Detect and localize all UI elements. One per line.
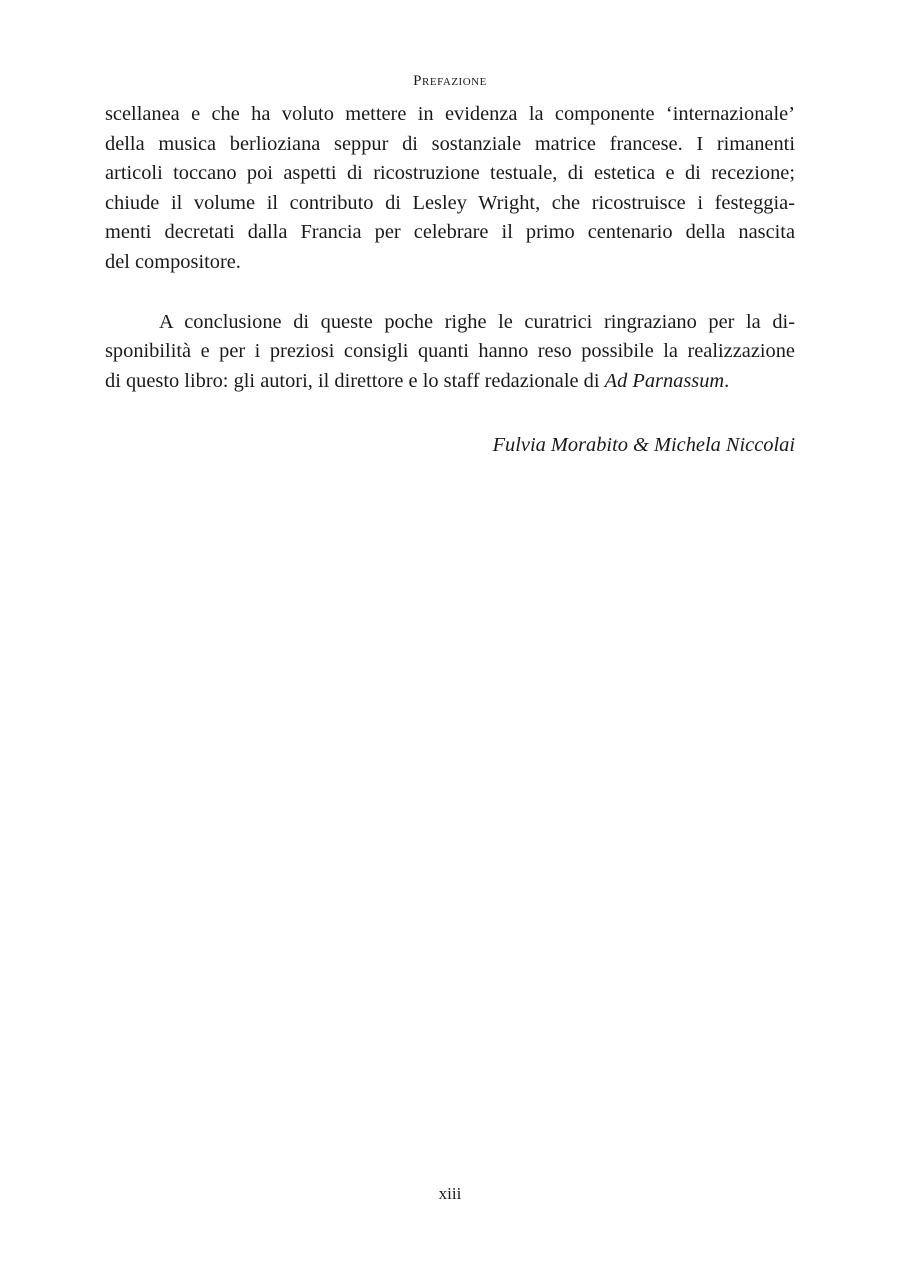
text-line: articoli toccano poi aspetti di ricostruzione testuale, di estetica e di recezione; — [105, 162, 795, 185]
text-line — [105, 367, 795, 397]
paragraph-acknowledgements — [105, 308, 795, 397]
paragraph-continued — [105, 100, 795, 278]
text-run: . — [724, 369, 730, 392]
text-line: chiude il volume il contributo di Lesley Wright, che ricostruisce i festeggia- — [105, 191, 795, 214]
text-line: A conclusione di queste poche righe le curatrici ringraziano per la di- — [159, 310, 795, 333]
editors-signature: Fulvia Morabito & Michela Niccolai — [492, 434, 795, 456]
body-text — [105, 100, 795, 396]
text-line: sponibilità e per i preziosi consigli quanti hanno reso possibile la realizzazione — [105, 340, 795, 363]
text-line: della musica berlioziana seppur di sostanziale matrice francese. I rimanenti — [105, 132, 795, 155]
text-line: scellanea e che ha voluto mettere in evidenza la componente ‘internazionale’ — [105, 103, 795, 125]
text-line: del compositore. — [105, 250, 241, 273]
text-line: menti decretati dalla Francia per celebrare il primo centenario della nascita — [105, 221, 795, 244]
page-number: xiii — [438, 1184, 462, 1203]
running-head: Prefazione — [413, 73, 487, 89]
text-run: di questo libro: gli autori, il direttore e lo staff redazionale di — [105, 369, 605, 392]
journal-title: Ad Parnassum — [604, 369, 725, 392]
